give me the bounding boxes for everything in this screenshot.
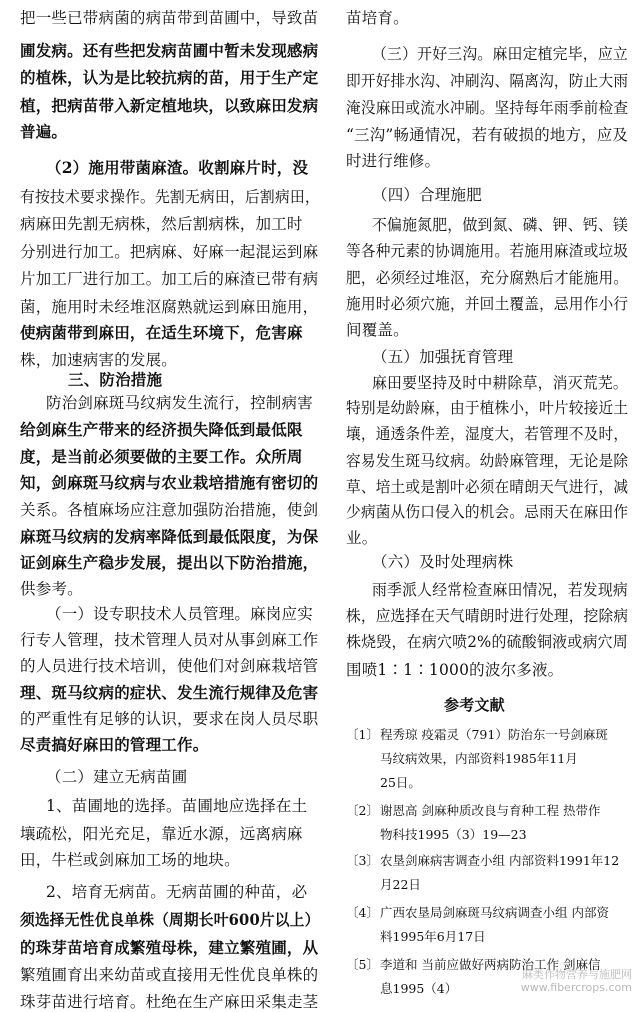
- left-text-line: 珠芽苗进行培育。杜绝在生产麻田采集走茎: [20, 993, 319, 1011]
- left-text-line: 壤疏松，阳光充足，靠近水源，远离病麻: [20, 825, 303, 843]
- left-text-line: 使病菌带到麻田，在适生环境下，危害麻: [20, 323, 303, 342]
- left-text-line: 尽责搞好麻田的管理工作。: [20, 735, 209, 754]
- reference-text-line: 料1995年6月17日: [380, 929, 486, 944]
- left-text-line: 的严重性有足够的认识，要求在岗人员尽职: [20, 710, 319, 728]
- right-text-line: 间覆盖。: [346, 321, 409, 339]
- right-text-line: 围喷1∶1∶1000的波尔多液。: [346, 661, 564, 679]
- reference-text-line: 李道和 当前应做好两病防治工作 剑麻信: [380, 957, 601, 972]
- right-text-line: 草、培土或是割叶必须在晴朗天气进行，减: [346, 478, 629, 496]
- right-text-line: 等各种元素的协调施用。若施用麻渣或垃圾: [346, 242, 629, 260]
- left-text-line: 给剑麻生产带来的经济损失降低到最低限: [20, 420, 303, 439]
- left-text-line: （2）施用带菌麻渣。收割麻片时，没: [46, 158, 309, 177]
- left-text-line: 圃发病。还有些把发病苗圃中暂未发现感病: [20, 41, 319, 60]
- left-text-line: （二）建立无病苗圃: [46, 768, 188, 786]
- right-text-line: （四）合理施肥: [372, 186, 482, 204]
- left-text-line: 把一些已带病菌的病苗带到苗圃中，导致苗: [20, 9, 319, 27]
- left-text-line: 关系。各植麻场应注意加强防治措施，使剑: [20, 501, 319, 519]
- watermark-name: 麻类作物营养与施肥网: [522, 968, 632, 981]
- reference-text-line: 息1995（4）: [380, 981, 458, 996]
- left-text-line: 植，把病苗带入新定植地块，以致麻田发病: [20, 96, 319, 115]
- left-text-line: 度，是当前必须要做的主要工作。众所周: [20, 447, 303, 466]
- right-text-line: （三）开好三沟。麻田定植完毕，应立: [372, 45, 628, 63]
- left-text-line: 有按技术要求操作。先割无病田，后割病田，: [20, 188, 320, 206]
- right-text-line: 少病菌从伤口侵入的机会。忌雨天在麻田作: [346, 503, 629, 521]
- reference-text-line: 广西农垦局剑麻斑马纹病调查小组 内部资: [380, 905, 609, 920]
- left-text-line: 理、斑马纹病的症状、发生流行规律及危害: [20, 683, 319, 702]
- reference-number: 〔4〕: [346, 905, 379, 920]
- reference-text-line: 马纹病效果，内部资料1985年11月: [380, 751, 578, 766]
- left-text-line: 2、培育无病苗。无病苗圃的种苗，必: [46, 883, 308, 901]
- left-text-line: 须选择无性优良单株（周期长叶600片以上）: [20, 910, 320, 929]
- right-text-line: 肥，必须经过堆沤，充分腐熟后才能施用。: [346, 269, 629, 287]
- left-text-line: 片加工厂进行加工。加工后的麻渣已带有病: [20, 270, 319, 288]
- reference-number: 〔5〕: [346, 957, 379, 972]
- left-text-line: 的人员进行技术培训，使他们对剑麻栽培管: [20, 657, 319, 675]
- right-text-line: 特别是幼龄麻，由于植株小，叶片较接近土: [346, 399, 629, 417]
- right-text-line: “三沟”畅通情况，若有破损的地方，应及: [346, 126, 629, 144]
- references-heading: 参考文献: [444, 696, 505, 714]
- left-text-line: 麻斑马纹病的发病率降低到最低限度，为保: [20, 527, 319, 546]
- right-text-line: 即开好排水沟、冲刷沟、隔离沟，防止大雨: [346, 72, 629, 90]
- reference-text-line: 物科技1995（3）19—23: [380, 827, 527, 842]
- reference-text-line: 25日。: [380, 775, 421, 790]
- right-text-line: 淹没麻田或流水冲刷。坚持每年雨季前检查: [346, 99, 629, 117]
- reference-text-line: 谢恩高 剑麻种质改良与育种工程 热带作: [380, 803, 601, 818]
- left-text-line: 1、苗圃地的选择。苗圃地应选择在土: [46, 797, 308, 815]
- right-text-line: 时进行维修。: [346, 152, 441, 170]
- left-text-line: 病麻田先割无病株，然后割病株，加工时: [20, 215, 303, 233]
- left-text-line: 证剑麻生产稳步发展，提出以下防治措施，: [20, 553, 319, 572]
- reference-text-line: 程秀琼 疫霜灵（791）防治东一号剑麻斑: [380, 727, 608, 742]
- right-text-line: （六）及时处理病株: [372, 553, 514, 571]
- right-text-line: 苗培育。: [346, 9, 409, 27]
- left-text-line: 的植株，认为是比较抗病的苗，用于生产定: [20, 68, 319, 87]
- left-text-line: 的珠芽苗培育成繁殖母株，建立繁殖圃，从: [20, 938, 319, 957]
- left-text-line: 分别进行加工。把病麻、好麻一起混运到麻: [20, 243, 319, 261]
- left-text-line: 供参考。: [20, 580, 83, 598]
- reference-number: 〔1〕: [346, 727, 379, 742]
- right-text-line: 株烧毁，在病穴喷2%的硫酸铜液或病穴周: [346, 633, 628, 651]
- reference-text-line: 农垦剑麻病害调查小组 内部资料1991年12: [380, 853, 620, 868]
- left-text-line: 行专人管理，技术管理人员对从事剑麻工作: [20, 631, 319, 649]
- right-text-line: 雨季派人经常检查麻田情况，若发现病: [372, 581, 628, 599]
- right-text-line: 壤，通透条件差，湿度大，若管理不及时，: [346, 425, 629, 443]
- right-text-line: 株，应选择在天气晴朗时进行处理，挖除病: [346, 607, 629, 625]
- right-text-line: 业。: [346, 529, 378, 547]
- right-text-line: （五）加强抚育管理: [372, 348, 514, 366]
- left-text-line: 防治剑麻斑马纹病发生流行，控制病害: [46, 394, 313, 412]
- right-text-line: 麻田要坚持及时中耕除草，消灭荒芜。: [372, 374, 628, 392]
- right-text-line: 施用时必须穴施，并回土覆盖，忌用作小行: [346, 295, 629, 313]
- right-text-line: 不偏施氮肥，做到氮、磷、钾、钙、镁: [372, 216, 628, 234]
- reference-number: 〔3〕: [346, 853, 379, 868]
- left-text-line: 三、防治措施: [68, 370, 163, 389]
- watermark-url: www.fibercrops.com: [520, 981, 632, 994]
- reference-text-line: 月22日: [380, 877, 421, 892]
- left-text-line: 知，剑麻斑马纹病与农业栽培措施有密切的: [20, 473, 319, 492]
- left-text-line: 普遍。: [20, 122, 68, 141]
- left-text-line: 株，加速病害的发展。: [20, 351, 178, 369]
- left-text-line: （一）设专职技术人员管理。麻岗应实: [46, 605, 313, 623]
- left-text-line: 田，牛栏或剑麻加工场的地块。: [20, 851, 240, 869]
- right-text-line: 容易发生斑马纹病。幼龄麻管理，无论是除: [346, 452, 629, 470]
- left-text-line: 繁殖圃育出来幼苗或直接用无性优良单株的: [20, 966, 319, 984]
- site-watermark: [521, 968, 632, 994]
- reference-number: 〔2〕: [346, 803, 379, 818]
- left-text-line: 菌，施用时未经堆沤腐熟就运到麻田施用，: [20, 298, 319, 316]
